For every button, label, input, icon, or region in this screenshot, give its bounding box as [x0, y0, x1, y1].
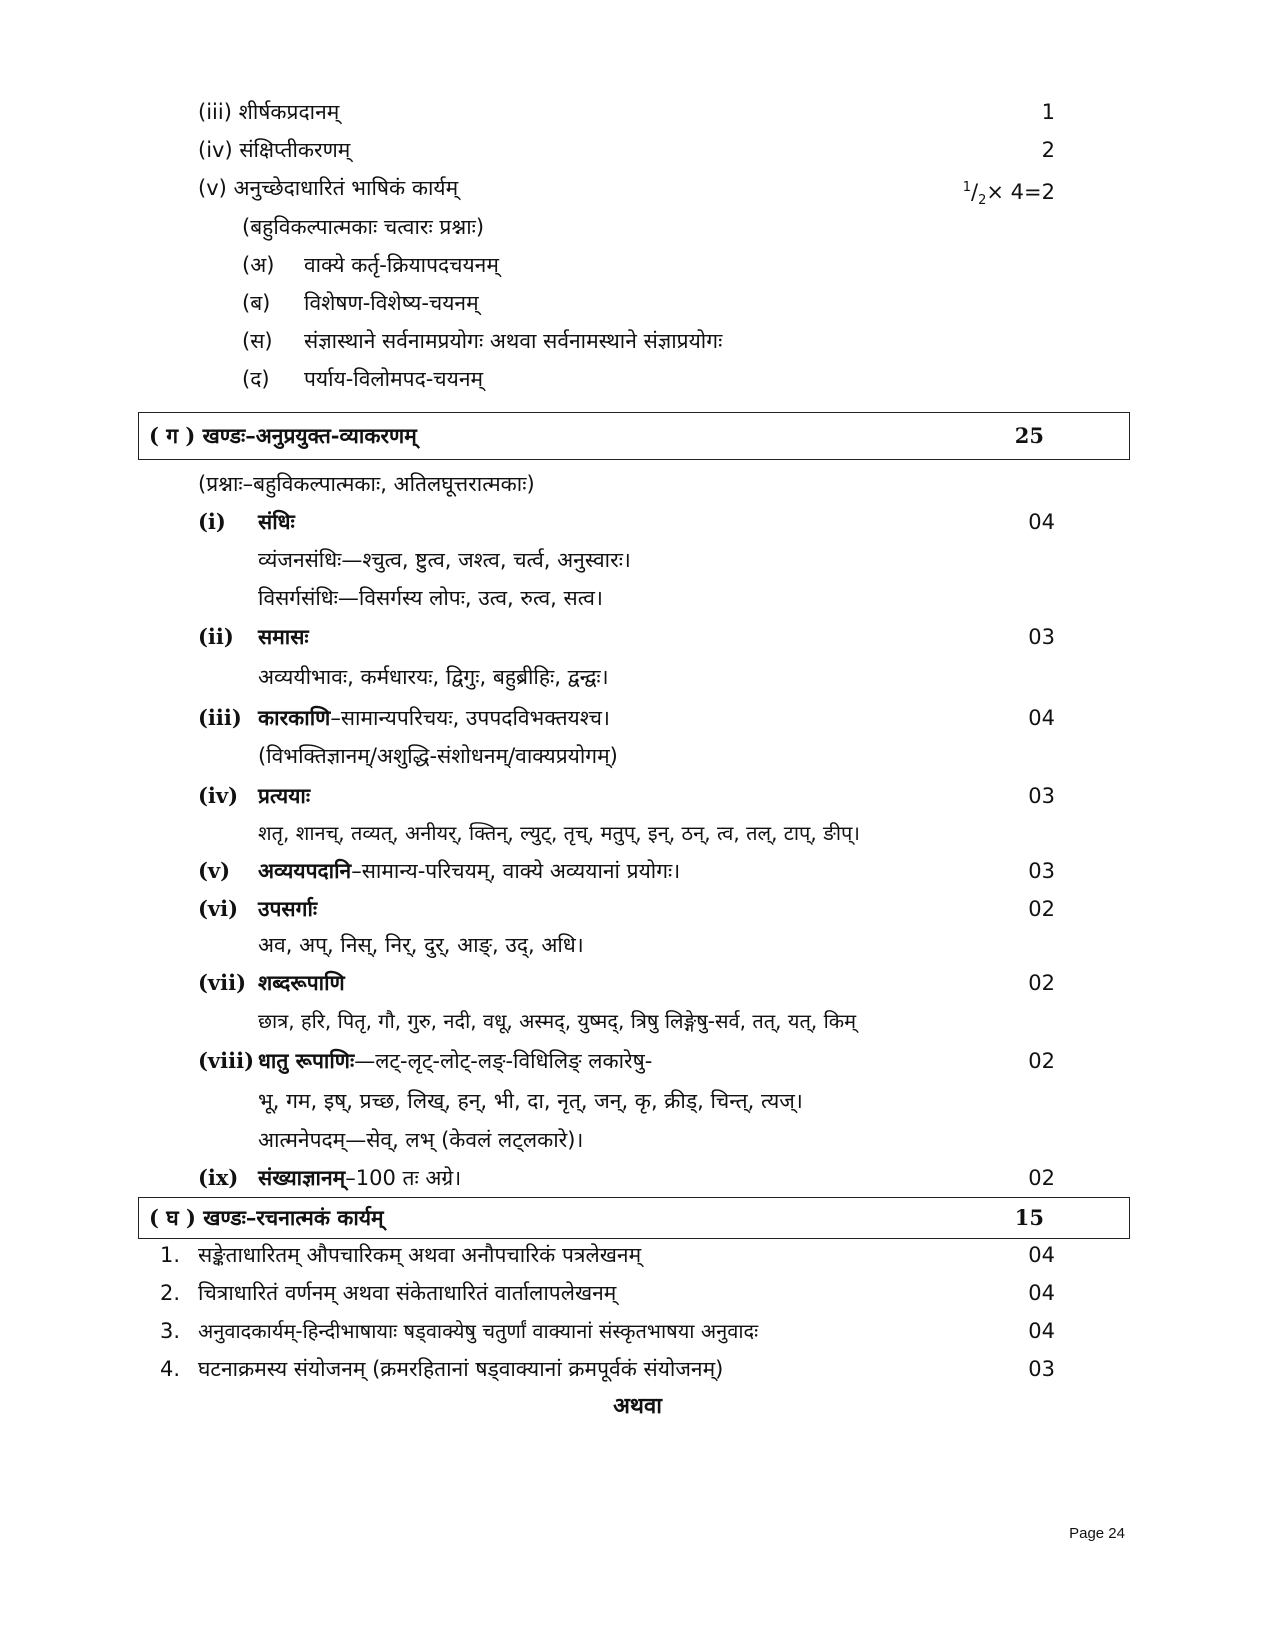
grammar-marks: 02	[1028, 971, 1055, 995]
section-g-note: (प्रश्नाः–बहुविकल्पात्मकाः, अतिलघूत्तरात्मकाः)	[198, 472, 535, 496]
grammar-num: (vi)	[198, 896, 239, 921]
grammar-line: अव, अप्, निस्, निर्, दुर्, आङ्, उद्, अधि।	[258, 933, 584, 957]
grammar-num: (iv)	[198, 783, 239, 808]
section-gh-header	[138, 1197, 1130, 1239]
grammar-head: धातु रूपाणिः—लट्-लृट्-लोट्-लङ्-विधिलिङ् लकारेषु-	[258, 1048, 653, 1073]
sub-item-tag: (द)	[242, 367, 270, 391]
grammar-marks: 02	[1028, 1049, 1055, 1073]
grammar-head: कारकाणि–सामान्यपरिचयः, उपपदविभक्तयश्च।	[258, 705, 610, 730]
writing-text: अनुवादकार्यम्-हिन्दीभाषायाः षड्वाक्येषु चतुर्णां वाक्यानां संस्कृतभाषया अनुवादः	[198, 1319, 759, 1343]
item-iv-label: (iv) संक्षिप्तीकरणम्	[198, 138, 351, 162]
grammar-num: (viii)	[198, 1048, 255, 1073]
or-label: अथवा	[613, 1393, 662, 1419]
grammar-num: (vii)	[198, 970, 247, 995]
writing-text: सङ्केताधारितम् औपचारिकम् अथवा अनौपचारिकं पत्रलेखनम्	[198, 1243, 642, 1267]
sub-item-tag: (स)	[242, 329, 273, 353]
grammar-marks: 04	[1028, 706, 1055, 730]
grammar-head: संधिः	[258, 509, 295, 534]
sub-item-text: वाक्ये कर्तृ-क्रियापदचयनम्	[304, 253, 499, 277]
section-gh-marks: 15	[1014, 1205, 1044, 1230]
writing-text: घटनाक्रमस्य संयोजनम् (क्रमरहितानां षड्वाक्यानां क्रमपूर्वकं संयोजनम्)	[198, 1357, 724, 1381]
grammar-num: (iii)	[198, 705, 242, 730]
sub-item-text: पर्याय-विलोमपद-चयनम्	[304, 367, 484, 391]
grammar-marks: 04	[1028, 510, 1055, 534]
writing-num: 3.	[160, 1319, 181, 1343]
sub-note: (बहुविकल्पात्मकाः चत्वारः प्रश्नाः)	[242, 215, 485, 239]
grammar-line: आत्मनेपदम्—सेव्, लभ् (केवलं लट्लकारे)।	[258, 1128, 584, 1152]
grammar-line: विसर्गसंधिः—विसर्गस्य लोपः, उत्व, रुत्व, सत्व।	[258, 586, 603, 610]
writing-marks: 04	[1028, 1319, 1055, 1343]
grammar-num: (i)	[198, 509, 226, 534]
item-iii-label: (iii) शीर्षकप्रदानम्	[198, 100, 340, 124]
grammar-line: भू, गम, इष्, प्रच्छ, लिख्, हन्, भी, दा, नृत्, जन्, कृ, क्रीड्, चिन्त्, त्यज्।	[258, 1089, 803, 1113]
item-iii-marks: 1	[1041, 100, 1055, 124]
grammar-marks: 02	[1028, 897, 1055, 921]
grammar-head: अव्ययपदानि–सामान्य-परिचयम्, वाक्ये अव्ययानां प्रयोगः।	[258, 858, 681, 883]
writing-num: 1.	[160, 1243, 181, 1267]
grammar-head: उपसर्गाः	[258, 896, 318, 921]
writing-marks: 03	[1028, 1357, 1055, 1381]
item-v-marks: $^1/_2\times 4=2$	[962, 180, 1055, 209]
sub-item-text: संज्ञास्थाने सर्वनामप्रयोगः अथवा सर्वनामस्थाने संज्ञाप्रयोगः	[304, 329, 723, 353]
section-gh-title: ( घ ) खण्डः–रचनात्मकं कार्यम्	[149, 1205, 384, 1230]
item-v-label: (v) अनुच्छेदाधारितं भाषिकं कार्यम्	[198, 176, 459, 200]
grammar-line: अव्ययीभावः, कर्मधारयः, द्विगुः, बहुब्रीहिः, द्वन्द्वः।	[258, 665, 609, 689]
grammar-num: (v)	[198, 858, 231, 883]
grammar-line: शतृ, शानच्, तव्यत्, अनीयर्, क्तिन्, ल्युट्, तृच्, मतुप्, इन्, ठन्, त्व, तल्, टाप्, ङीप्।	[258, 821, 860, 845]
page-number: Page 24	[1069, 1525, 1125, 1542]
section-g-title: ( ग ) खण्डः–अनुप्रयुक्त-व्याकरणम्	[149, 423, 417, 448]
grammar-head: संख्याज्ञानम्–100 तः अग्रे।	[258, 1165, 462, 1190]
grammar-marks: 02	[1028, 1166, 1055, 1190]
section-g-marks: 25	[1014, 423, 1044, 448]
writing-marks: 04	[1028, 1243, 1055, 1267]
grammar-line: छात्र, हरि, पितृ, गौ, गुरु, नदी, वधू, अस्मद्, युष्मद्, त्रिषु लिङ्गेषु-सर्व, तत्, यत्, किम्	[258, 1009, 857, 1033]
section-g-header	[138, 412, 1130, 460]
writing-text: चित्राधारितं वर्णनम् अथवा संकेताधारितं वार्तालापलेखनम्	[198, 1281, 617, 1305]
writing-marks: 04	[1028, 1281, 1055, 1305]
grammar-head: समासः	[258, 624, 309, 649]
writing-num: 2.	[160, 1281, 181, 1305]
sub-item-text: विशेषण-विशेष्य-चयनम्	[304, 291, 479, 315]
grammar-num: (ix)	[198, 1165, 239, 1190]
grammar-head: प्रत्ययाः	[258, 783, 311, 808]
sub-item-tag: (अ)	[242, 253, 275, 277]
writing-num: 4.	[160, 1357, 181, 1381]
grammar-line: (विभक्तिज्ञानम्/अशुद्धि-संशोधनम्/वाक्यप्रयोगम्)	[258, 744, 618, 768]
sub-item-tag: (ब)	[242, 291, 271, 315]
grammar-line: व्यंजनसंधिः—श्चुत्व, ष्टुत्व, जश्त्व, चर्त्व, अनुस्वारः।	[258, 548, 631, 572]
grammar-head: शब्दरूपाणि	[258, 970, 345, 995]
grammar-marks: 03	[1028, 625, 1055, 649]
grammar-marks: 03	[1028, 859, 1055, 883]
grammar-num: (ii)	[198, 624, 234, 649]
item-iv-marks: 2	[1041, 138, 1055, 162]
grammar-marks: 03	[1028, 784, 1055, 808]
